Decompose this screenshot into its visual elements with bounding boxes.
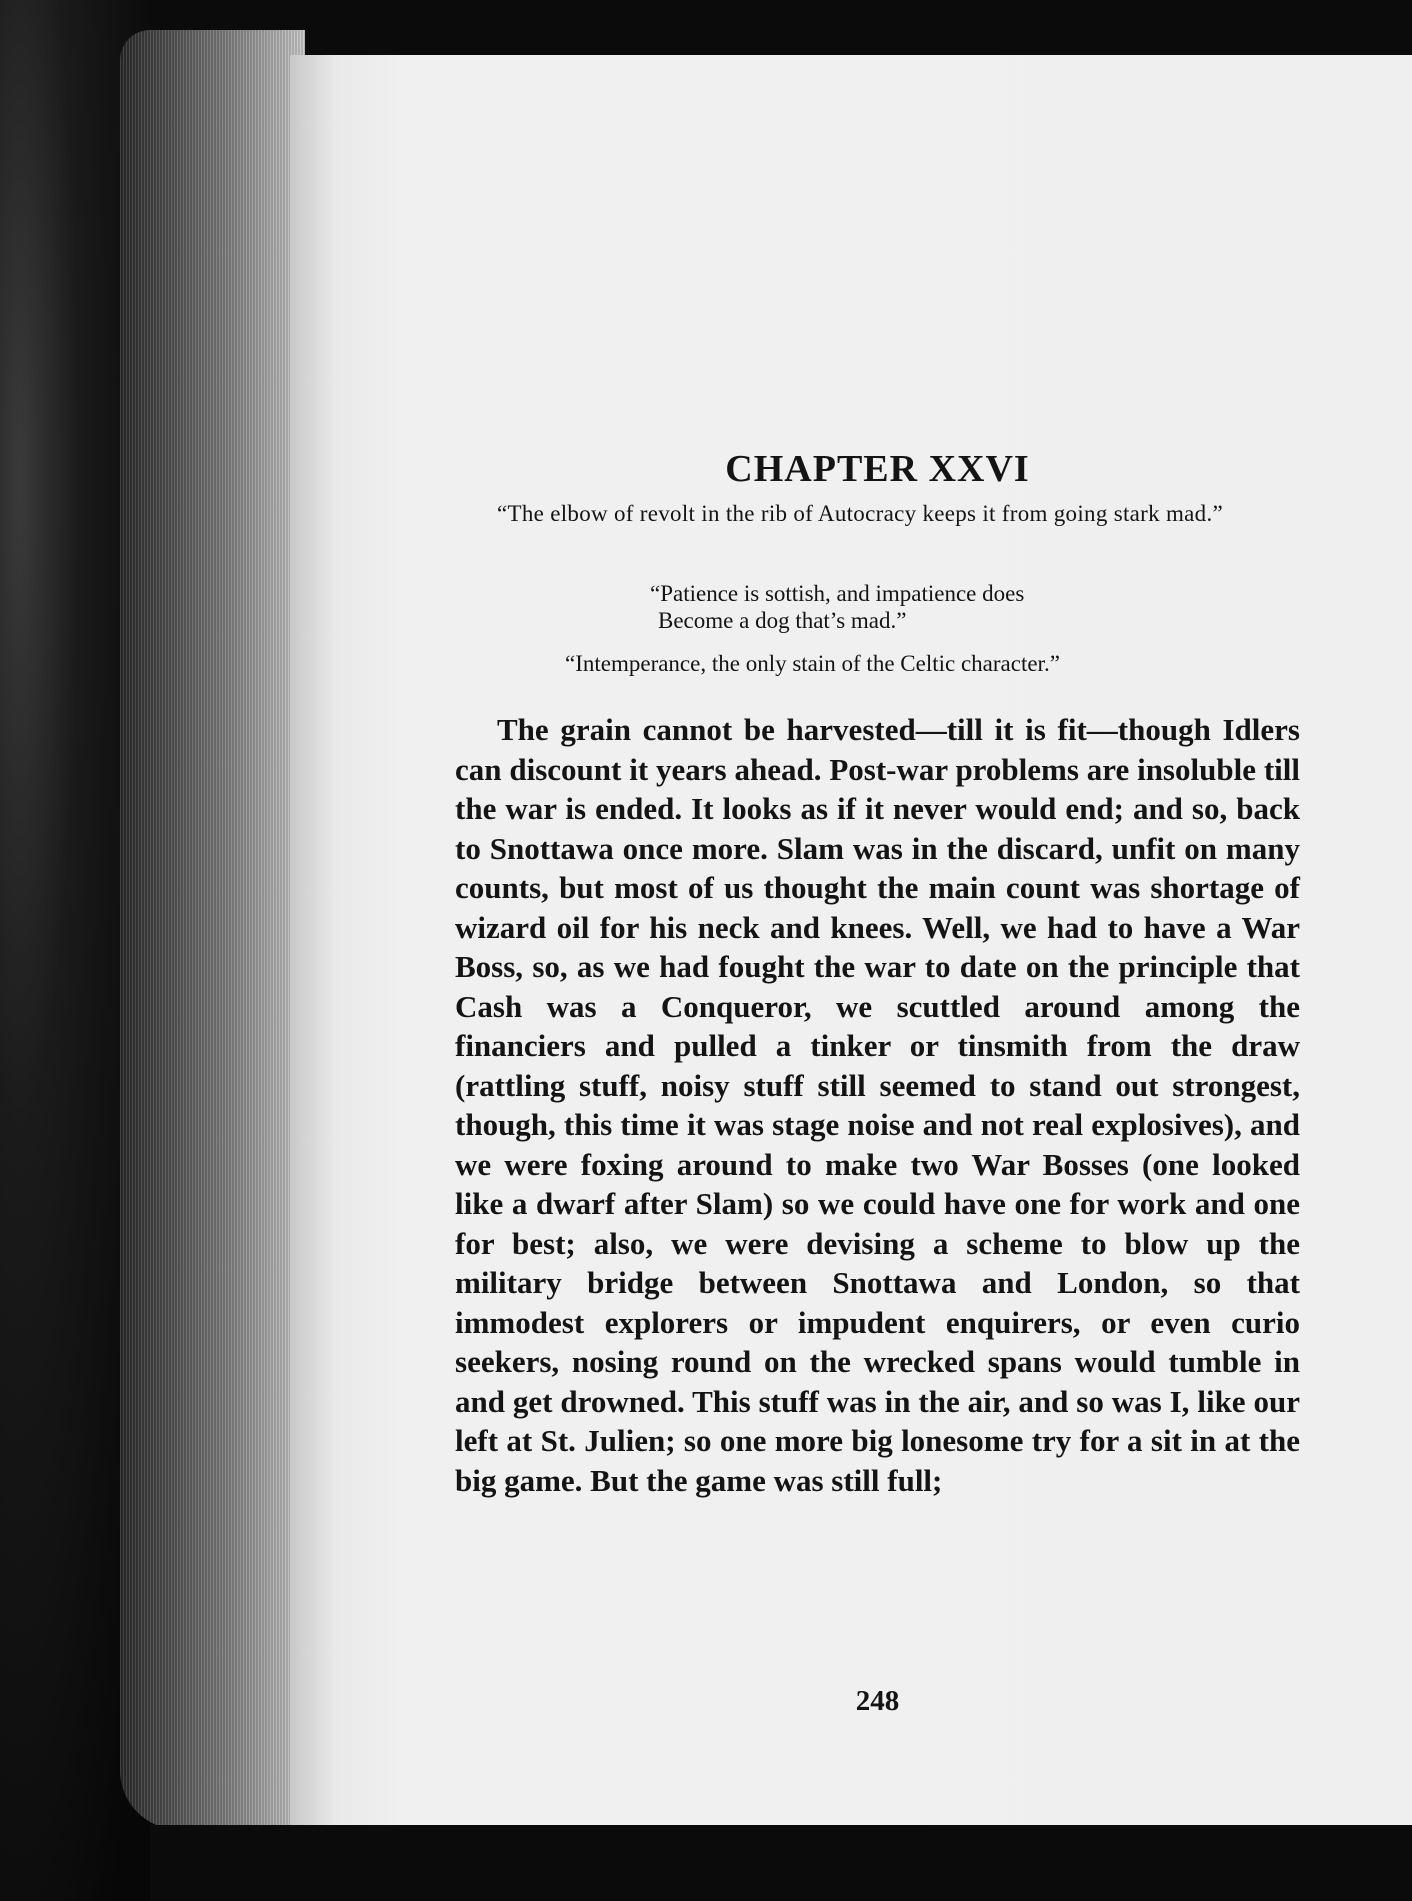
page-number: 248 bbox=[855, 1685, 900, 1717]
epigraph-intemperance: “Intemperance, the only stain of the Celtic character.” bbox=[565, 651, 1060, 676]
epigraph-patience-line-1: “Patience is sottish, and impatience does bbox=[650, 581, 1025, 606]
bottom-shadow bbox=[150, 1825, 1412, 1901]
top-shadow bbox=[150, 0, 1412, 55]
book-page bbox=[290, 55, 1412, 1825]
page-edges bbox=[120, 30, 305, 1830]
epigraph-patience-line-2: Become a dog that’s mad.” bbox=[658, 608, 907, 633]
epigraph-autocracy: “The elbow of revolt in the rib of Autocracy keeps it from going stark mad.” bbox=[497, 501, 1224, 526]
chapter-title: CHAPTER XXVI bbox=[725, 448, 1030, 490]
body-paragraph: The grain cannot be harvested—till it is fit—though Idlers can discount it years ahead. Post-war problems are insoluble till the war is ended. It looks as if it never would end; and so, back to Snottawa once more. Slam was in the discard, unfit on many counts, but most of us thought the main count was shortage of wizard oil for his neck and knees. Well, we had to have a War Boss, so, as we had fought the war to date on the principle that Cash was a Conqueror, we scuttled around among the financiers and pulled a tinker or tinsmith from the draw (rattling stuff, noisy stuff still seemed to stand out strongest, though, this time it was stage noise and not real explosives), and we were foxing around to make two War Bosses (one looked like a dwarf after Slam) so we could have one for work and one for best; also, we were devising a scheme to blow up the military bridge between Snottawa and London, so that immodest explorers or impudent enquirers, or even curio seekers, nosing round on the wrecked spans would tumble in and get drowned. This stuff was in the air, and so was I, like our left at St. Julien; so one more big lonesome try for a sit in at the big game. But the game was still full; bbox=[455, 712, 1300, 1498]
epigraph-patience bbox=[650, 580, 1250, 634]
